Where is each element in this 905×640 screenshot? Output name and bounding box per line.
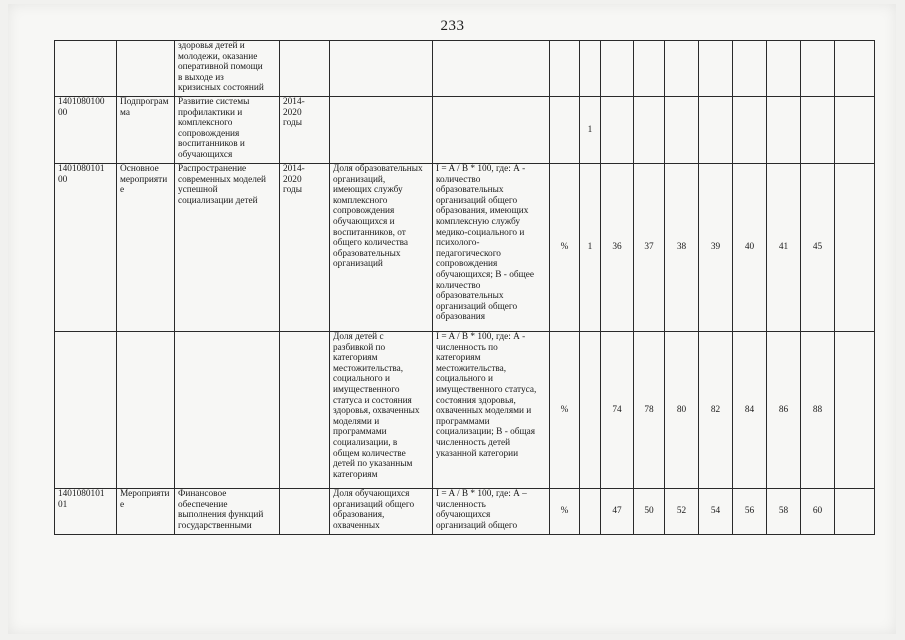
code-cell: 1401080100 00 — [55, 97, 117, 164]
name-cell: Развитие системы профилактики и комплексного сопровождения воспитанников и обучающихся — [175, 97, 280, 164]
value-cell — [733, 97, 767, 164]
value-cell: 60 — [801, 489, 835, 535]
formula-cell — [433, 97, 550, 164]
formula-cell — [433, 41, 550, 97]
value-cell: 41 — [767, 164, 801, 332]
value-cell — [835, 97, 875, 164]
code-cell — [55, 332, 117, 489]
level-cell: Мероприятие — [117, 489, 175, 535]
formula-cell: I = A / B * 100, где: А - численность по категориям местожительства, социального и имущественного статуса, состояния здоровья, охваченных моделями и программами социализации; В - общая численность детей указанной категории — [433, 332, 550, 489]
table-row — [55, 41, 875, 97]
value-cell: 54 — [699, 489, 733, 535]
code-cell: 1401080101 00 — [55, 164, 117, 332]
unit-cell — [550, 41, 580, 97]
table-row — [55, 97, 875, 164]
formula-cell: I = A / B * 100, где: А - количество образовательных организаций общего образования, имеющих комплексную службу медико-социального и психолого- педагогического сопровождения обучающихся; В - общее количество образовательных организаций общего образования — [433, 164, 550, 332]
value-cell: 86 — [767, 332, 801, 489]
value-cell: 47 — [601, 489, 634, 535]
name-cell: Финансовое обеспечение выполнения функций государственными — [175, 489, 280, 535]
indicator-cell — [330, 41, 433, 97]
value-cell: 36 — [601, 164, 634, 332]
value-cell — [665, 97, 699, 164]
value-cell — [835, 41, 875, 97]
value-cell — [767, 97, 801, 164]
value-cell — [801, 97, 835, 164]
value-cell: 37 — [634, 164, 665, 332]
code-cell — [55, 41, 117, 97]
empty-cell — [835, 332, 875, 489]
value-cell: 82 — [699, 332, 733, 489]
value-cell — [699, 97, 733, 164]
value-cell — [580, 41, 601, 97]
indicator-cell: Доля детей с разбивкой по категориям местожительства, социального и имущественного статуса и состояния здоровья, охваченных моделями и программами социализации, в общем количестве детей по указанным категориям — [330, 332, 433, 489]
value-cell: 78 — [634, 332, 665, 489]
value-cell: 58 — [767, 489, 801, 535]
value-cell: 1 — [580, 164, 601, 332]
name-cell: здоровья детей и молодежи, оказание оперативной помощи в выходе из кризисных состояний — [175, 41, 280, 97]
value-cell — [634, 41, 665, 97]
indicator-cell — [330, 97, 433, 164]
formula-cell: I = A / B * 100, где: А – численность обучающихся организаций общего — [433, 489, 550, 535]
period-cell: 2014- 2020 годы — [280, 97, 330, 164]
unit-cell: % — [550, 489, 580, 535]
table-row — [55, 489, 875, 535]
value-cell — [699, 41, 733, 97]
empty-cell — [835, 489, 875, 535]
indicator-cell: Доля обучающихся организаций общего образования, охваченных — [330, 489, 433, 535]
unit-cell — [550, 97, 580, 164]
period-cell — [280, 489, 330, 535]
value-cell: 88 — [801, 332, 835, 489]
value-cell — [601, 41, 634, 97]
level-cell — [117, 332, 175, 489]
value-cell — [601, 97, 634, 164]
level-cell: Подпрограм ма — [117, 97, 175, 164]
period-cell: 2014- 2020 годы — [280, 164, 330, 332]
value-cell: 50 — [634, 489, 665, 535]
value-cell: 38 — [665, 164, 699, 332]
name-cell: Распространение современных моделей успешной социализации детей — [175, 164, 280, 332]
value-cell — [767, 41, 801, 97]
table-row — [55, 164, 875, 332]
value-cell: 80 — [665, 332, 699, 489]
value-cell: 84 — [733, 332, 767, 489]
value-cell: 40 — [733, 164, 767, 332]
name-cell — [175, 332, 280, 489]
value-cell: 45 — [801, 164, 835, 332]
value-cell: 52 — [665, 489, 699, 535]
value-cell: 1 — [580, 97, 601, 164]
indicator-cell: Доля образовательных организаций, имеющих службу комплексного сопровождения обучающихся и воспитанников, от общего количества образовательных организаций — [330, 164, 433, 332]
empty-cell — [835, 164, 875, 332]
level-cell — [117, 41, 175, 97]
period-cell — [280, 332, 330, 489]
value-cell — [733, 41, 767, 97]
value-cell — [580, 489, 601, 535]
program-indicators-table — [54, 40, 875, 535]
unit-cell: % — [550, 332, 580, 489]
value-cell: 56 — [733, 489, 767, 535]
value-cell — [580, 332, 601, 489]
value-cell — [801, 41, 835, 97]
level-cell: Основное мероприятие — [117, 164, 175, 332]
code-cell: 1401080101 01 — [55, 489, 117, 535]
page-number: 233 — [440, 18, 465, 34]
table-row — [55, 332, 875, 489]
value-cell: 74 — [601, 332, 634, 489]
unit-cell: % — [550, 164, 580, 332]
value-cell: 39 — [699, 164, 733, 332]
value-cell — [634, 97, 665, 164]
period-cell — [280, 41, 330, 97]
value-cell — [665, 41, 699, 97]
